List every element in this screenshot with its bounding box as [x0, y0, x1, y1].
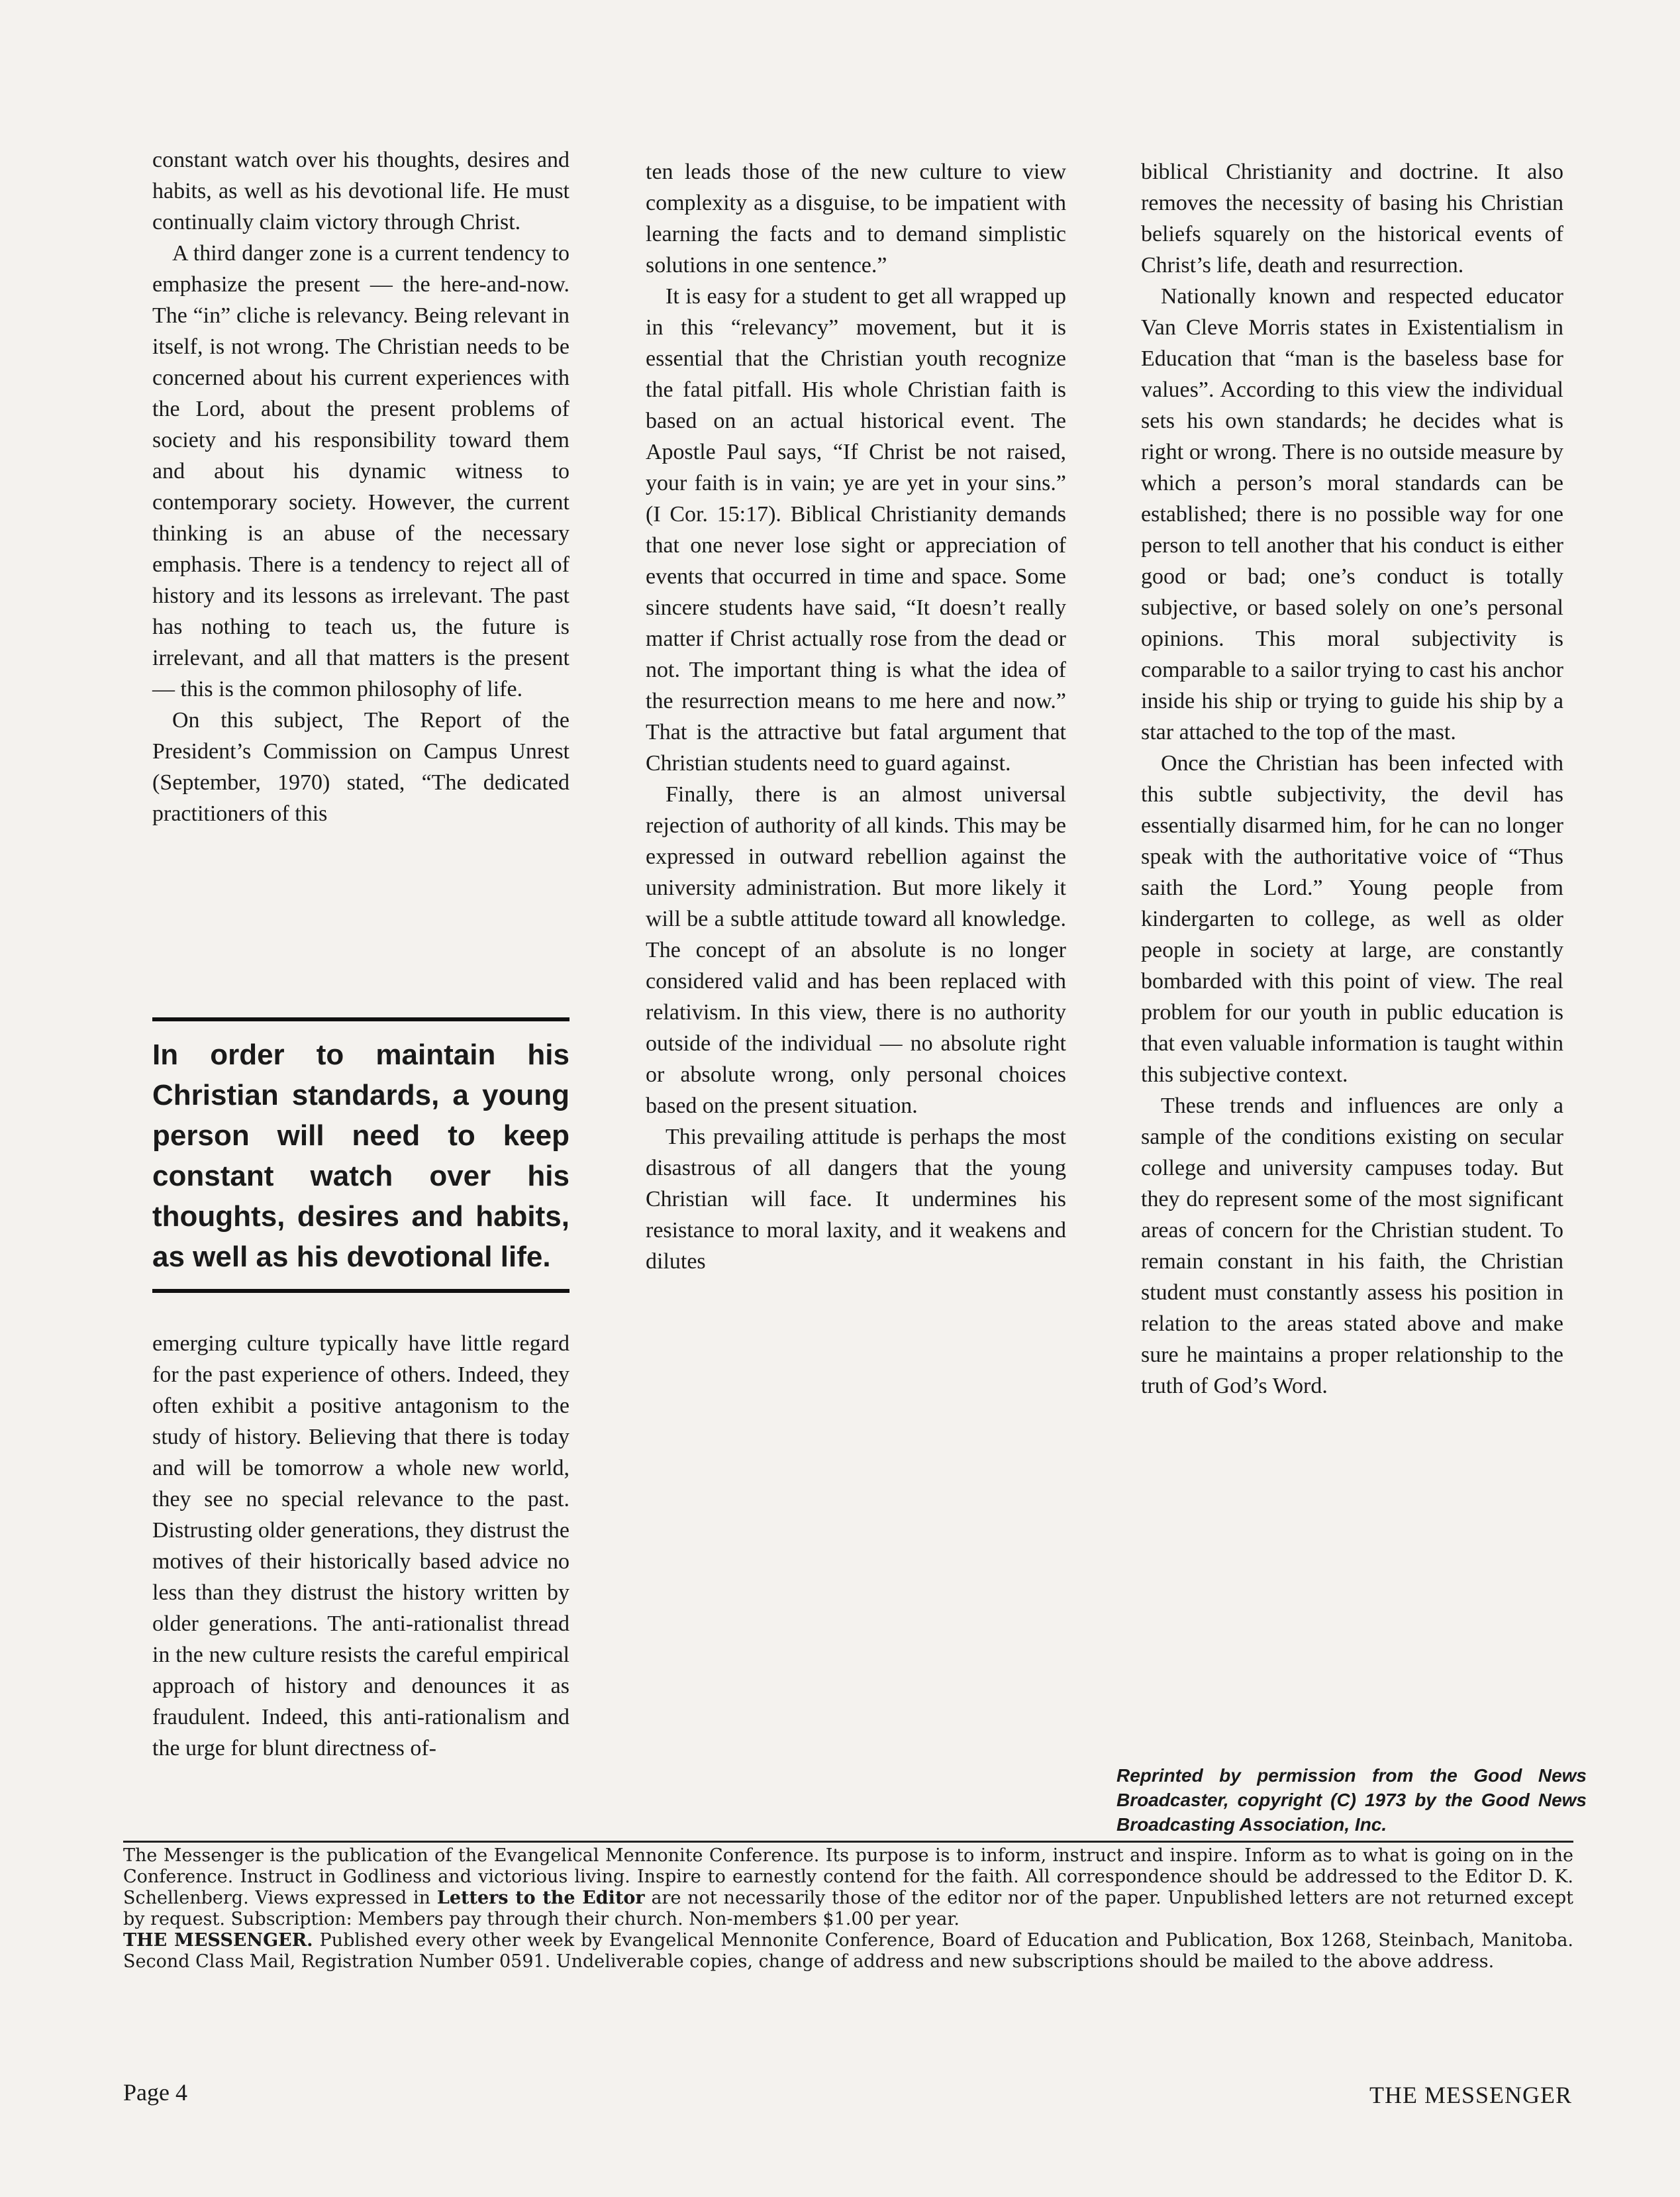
paragraph: ten leads those of the new culture to view complexity as a disguise, to be impatient with learning the facts and to demand simplistic solutions in one sentence.”	[646, 160, 1066, 278]
paragraph: Finally, there is an almost universal rejection of authority of all kinds. This may be expressed in outward rebellion against the university administration. But more likely it will be a subtle attitude toward all knowledge. The concept of an absolute is no longer considered valid and has been replaced with relativism. In this view, there is no authority outside of the individual — no absolute right or absolute wrong, only personal choices based on the present situation.	[646, 782, 1066, 1118]
reprint-credit: Reprinted by permission from the Good News Broadcaster, copyright (C) 1973 by the Good News Broadcasting Association, Inc.	[1116, 1765, 1587, 1835]
footer-text: Published every other week by Evangelical Mennonite Conference, Board of Education and Publication, Box 1268, Steinbach, Manitoba. Second Class Mail, Registration Number 0591. Undeliverable copies, change of address and new subscriptions should be mailed to the above address.	[123, 1930, 1574, 1972]
footer-paragraph-2	[123, 1930, 1573, 1972]
page-number: Page 4	[123, 2079, 187, 2106]
paragraph: It is easy for a student to get all wrapped up in this “relevancy” movement, but it is essential that the Christian youth recognize the fatal pitfall. His whole Christian faith is based on an actual historical event. The Apostle Paul says, “If Christ be not raised, your faith is in vain; ye are yet in your sins.” (I Cor. 15:17). Biblical Christianity demands that one never lose sight or appreciation of events that occurred in time and space. Some sincere students have said, “It doesn’t really matter if Christ actually rose from the dead or not. The important thing is what the idea of the resurrection means to me here and now.” That is the attractive but fatal argument that Christian students need to guard against.	[646, 284, 1066, 776]
footer-text: The Messenger is the publication of the Evangelical Mennonite Conference. Its purpose is to inform, instruct and inspire. Inform as to what is going on in the Conference. Instruct in Godliness and victorious living. Inspire to earnestly contend for the faith. All correspondence should be addressed to the Editor D. K. Schellenberg. Views expressed in	[123, 1845, 1573, 1908]
column-1-bottom	[152, 1328, 569, 1764]
footer-paragraph-1	[123, 1845, 1573, 1930]
pull-quote-text: In order to maintain his Christian standards, a young person will need to keep constant watch over his thoughts, desires and habits, as well as his devotional life.	[152, 1039, 569, 1273]
paragraph: Nationally known and respected educator Van Cleve Morris states in Existentialism in Education that “man is the baseless base for values”. According to this view the individual sets his own standards; he decides what is right or wrong. There is no outside measure by which a person’s moral standards can be established; there is no possible way for one person to tell another that his conduct is either good or bad; one’s conduct is totally subjective, or based solely on one’s personal opinions. This moral subjectivity is comparable to a sailor trying to cast his anchor inside his ship or trying to guide his ship by a star attached to the top of the mast.	[1141, 284, 1563, 744]
footer-bold-text: THE MESSENGER.	[123, 1930, 313, 1951]
paragraph: On this subject, The Report of the President’s Commission on Campus Unrest (September, 1970) stated, “The dedicated practitioners of this	[152, 708, 569, 826]
footer-text: are not necessarily those of the editor nor of the paper. Unpublished letters are not returned except by request. Subscription: Members pay through their church. Non-members $1.00 per year.	[123, 1888, 1574, 1929]
masthead-footer	[123, 1845, 1573, 1972]
column-2	[646, 156, 1066, 1277]
pull-quote	[152, 1017, 569, 1293]
paragraph: biblical Christianity and doctrine. It also removes the necessity of basing his Christian beliefs squarely on the historical events of Christ’s life, death and resurrection.	[1141, 160, 1563, 278]
paragraph: emerging culture typically have little regard for the past experience of others. Indeed, they often exhibit a positive antagonism to the study of history. Believing that there is today and will be tomorrow a whole new world, they see no special relevance to the past. Distrusting older generations, they distrust the motives of their historically based advice no less than they distrust the history written by older generations. The anti-rationalist thread in the new culture resists the careful empirical approach of history and denounces it as fraudulent. Indeed, this anti-rationalism and the urge for blunt directness of-	[152, 1331, 569, 1761]
pull-quote-bottom-rule	[152, 1289, 569, 1293]
footer-divider	[123, 1841, 1573, 1843]
column-3	[1141, 156, 1563, 1402]
paragraph: constant watch over his thoughts, desires and habits, as well as his devotional life. He must continually claim victory through Christ.	[152, 148, 569, 234]
footer-bold-text: Letters to the Editor	[436, 1888, 645, 1908]
paragraph: A third danger zone is a current tendency to emphasize the present — the here-and-now. The “in” cliche is relevancy. Being relevant in itself, is not wrong. The Christian needs to be concerned about his current experiences with the Lord, about the present problems of society and his responsibility toward them and about his dynamic witness to contemporary society. However, the current thinking is an abuse of the necessary emphasis. There is a tendency to reject all of history and its lessons as irrelevant. The past has nothing to teach us, the future is irrelevant, and all that matters is the present — this is the common philosophy of life.	[152, 241, 569, 701]
column-1-top	[152, 144, 569, 829]
paragraph: This prevailing attitude is perhaps the most disastrous of all dangers that the young Christian will face. It undermines his resistance to moral laxity, and it weakens and dilutes	[646, 1125, 1066, 1274]
publication-name: THE MESSENGER	[1369, 2082, 1572, 2108]
paragraph: These trends and influences are only a sample of the conditions existing on secular college and university campuses today. But they do represent some of the most significant areas of concern for the Christian student. To remain constant in his faith, the Christian student must constantly assess his position in relation to the areas stated above and make sure he maintains a proper relationship to the truth of God’s Word.	[1141, 1094, 1563, 1398]
paragraph: Once the Christian has been infected with this subtle subjectivity, the devil has essentially disarmed him, for he can no longer speak with the authoritative voice of “Thus saith the Lord.” Young people from kindergarten to college, as well as older people in society at large, are constantly bombarded with this point of view. The real problem for our youth in public education is that even valuable information is taught within this subjective context.	[1141, 751, 1563, 1087]
